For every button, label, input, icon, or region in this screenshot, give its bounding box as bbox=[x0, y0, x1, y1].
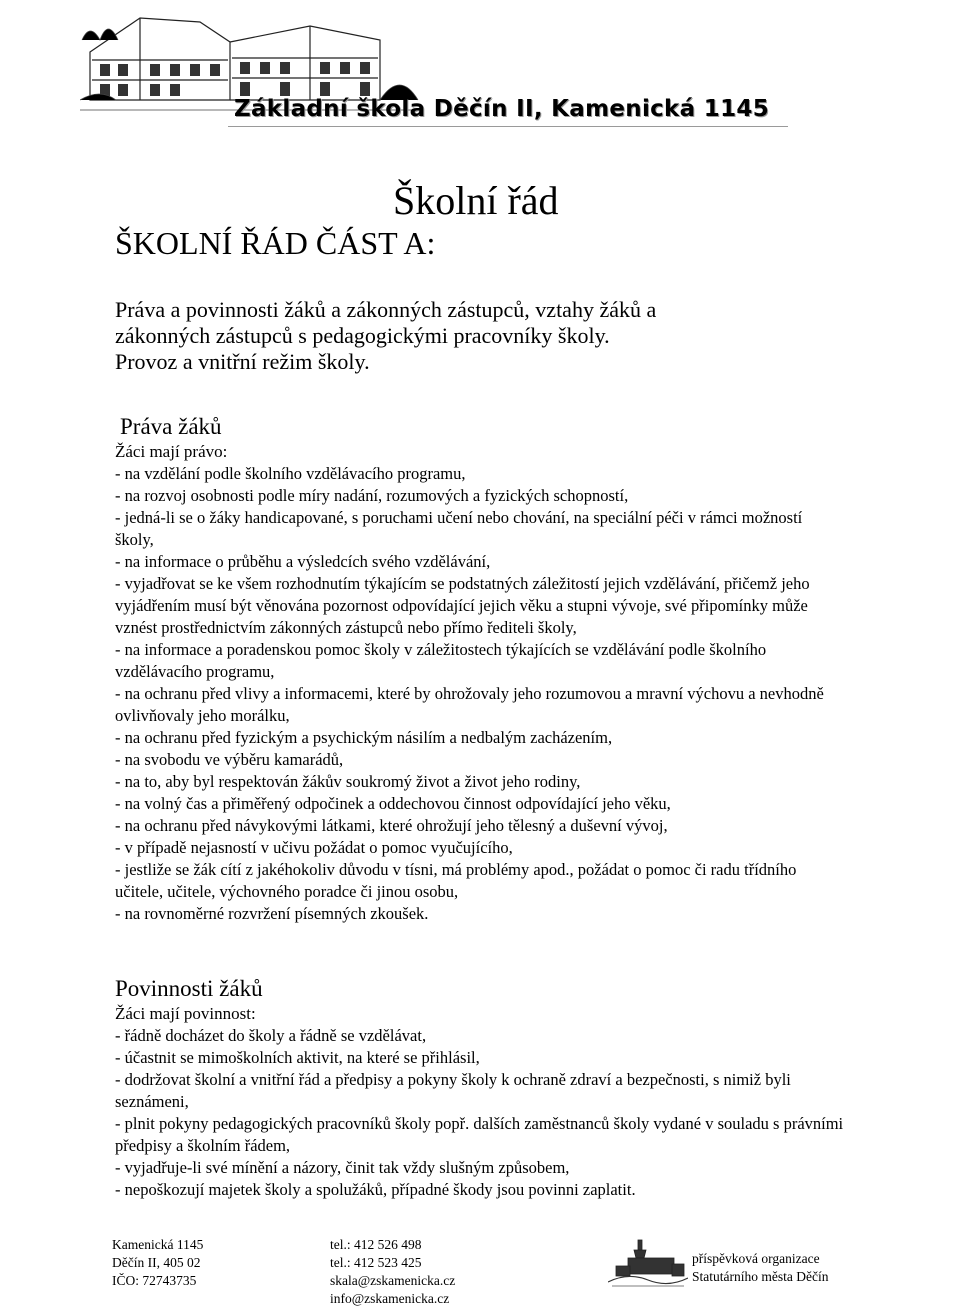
list-item: - vyjadřuje-li své mínění a názory, činit tak vždy slušným způsobem, bbox=[115, 1158, 570, 1177]
header-rule bbox=[228, 126, 788, 127]
footer-org-line: Statutárního města Děčín bbox=[692, 1269, 829, 1284]
list-item: - na to, aby byl respektován žákův soukromý život a život jeho rodiny, bbox=[115, 772, 581, 791]
list-item: - na informace a poradenskou pomoc školy v záležitostech týkajících se vzdělávání podle školního vzdělávacího programu, bbox=[115, 640, 767, 681]
duties-section bbox=[115, 975, 845, 1201]
intro-line: Práva a povinnosti žáků a zákonných zástupců, vztahy žáků a bbox=[115, 297, 657, 322]
list-item: - na volný čas a přiměřený odpočinek a oddechovou činnost odpovídající jeho věku, bbox=[115, 794, 671, 813]
part-title: ŠKOLNÍ ŘÁD ČÁST A: bbox=[115, 225, 436, 261]
list-item: - plnit pokyny pedagogických pracovníků školy popř. dalších zaměstnanců školy vydané v souladu s právními předpisy a školním řádem, bbox=[115, 1114, 844, 1155]
rights-list bbox=[115, 463, 845, 925]
list-item: - účastnit se mimoškolních aktivit, na které se přihlásil, bbox=[115, 1048, 480, 1067]
duties-heading: Povinnosti žáků bbox=[115, 976, 263, 1001]
intro-line: Provoz a vnitřní režim školy. bbox=[115, 349, 370, 374]
list-item: - na vzdělání podle školního vzdělávacího programu, bbox=[115, 464, 466, 483]
rights-heading: Práva žáků bbox=[120, 414, 222, 439]
school-name: Základní škola Děčín II, Kamenická 1145 bbox=[234, 96, 769, 122]
list-item: - na ochranu před vlivy a informacemi, které by ohrožovaly jeho rozumovou a mravní výchovu a nevhodně ovlivňovaly jeho morálku, bbox=[115, 684, 824, 725]
footer-phone: tel.: 412 526 498 bbox=[330, 1237, 422, 1252]
rights-intro: Žáci mají právo: bbox=[115, 442, 228, 461]
list-item: - vyjadřovat se ke všem rozhodnutím týkajícím se podstatných záležitostí jejich vzdělávání, přičemž jeho vyjádřením musí být věnována pozornost odpovídající jejich věku a stupni vývoje, své připomínky může vznést prostřednictvím zákonných zástupců nebo přímo řediteli školy, bbox=[115, 574, 810, 637]
intro-line: zákonných zástupců s pedagogickými pracovníky školy. bbox=[115, 323, 610, 348]
duties-intro: Žáci mají povinnost: bbox=[115, 1004, 256, 1023]
footer-address-line: IČO: 72743735 bbox=[112, 1273, 197, 1288]
list-item: - na informace o průběhu a výsledcích svého vzdělávání, bbox=[115, 552, 491, 571]
document-title: Školní řád bbox=[393, 178, 559, 223]
footer-organization bbox=[692, 1250, 828, 1286]
footer-contacts bbox=[330, 1236, 455, 1308]
list-item: - jestliže se žák cítí z jakéhokoliv důvodu v tísni, má problémy apod., požádat o pomoc či radu třídního učitele, učitele, výchovného poradce či jinou osobu, bbox=[115, 860, 797, 901]
footer-org-line: příspěvková organizace bbox=[692, 1251, 820, 1266]
duties-list bbox=[115, 1025, 845, 1201]
footer-email-link[interactable]: skala@zskamenicka.cz bbox=[330, 1273, 456, 1288]
footer-address-line: Děčín II, 405 02 bbox=[112, 1255, 201, 1270]
list-item: - na rovnoměrné rozvržení písemných zkoušek. bbox=[115, 904, 429, 923]
list-item: - řádně docházet do školy a řádně se vzdělávat, bbox=[115, 1026, 427, 1045]
footer-phone: tel.: 412 523 425 bbox=[330, 1255, 422, 1270]
footer bbox=[0, 1236, 960, 1306]
list-item: - dodržovat školní a vnitřní řád a předpisy a pokyny školy k ochraně zdraví a bezpečnosti, s nimiž byli seznámeni, bbox=[115, 1070, 791, 1111]
castle-logo-icon bbox=[608, 1236, 688, 1288]
rights-section bbox=[115, 413, 845, 925]
footer-email-link[interactable]: info@zskamenicka.cz bbox=[330, 1291, 450, 1306]
list-item: - na rozvoj osobnosti podle míry nadání, rozumových a fyzických schopností, bbox=[115, 486, 629, 505]
list-item: - na svobodu ve výběru kamarádů, bbox=[115, 750, 344, 769]
intro-block bbox=[115, 297, 815, 375]
list-item: - na ochranu před návykovými látkami, které ohrožují jeho tělesný a duševní vývoj, bbox=[115, 816, 668, 835]
list-item: - v případě nejasností v učivu požádat o pomoc vyučujícího, bbox=[115, 838, 513, 857]
list-item: - na ochranu před fyzickým a psychickým násilím a nedbalým zacházením, bbox=[115, 728, 613, 747]
list-item: - nepoškozují majetek školy a spolužáků, případné škody jsou povinni zaplatit. bbox=[115, 1180, 636, 1199]
list-item: - jedná-li se o žáky handicapované, s poruchami učení nebo chování, na speciální péči v rámci možností školy, bbox=[115, 508, 803, 549]
footer-address-line: Kamenická 1145 bbox=[112, 1237, 204, 1252]
footer-address bbox=[112, 1236, 203, 1290]
